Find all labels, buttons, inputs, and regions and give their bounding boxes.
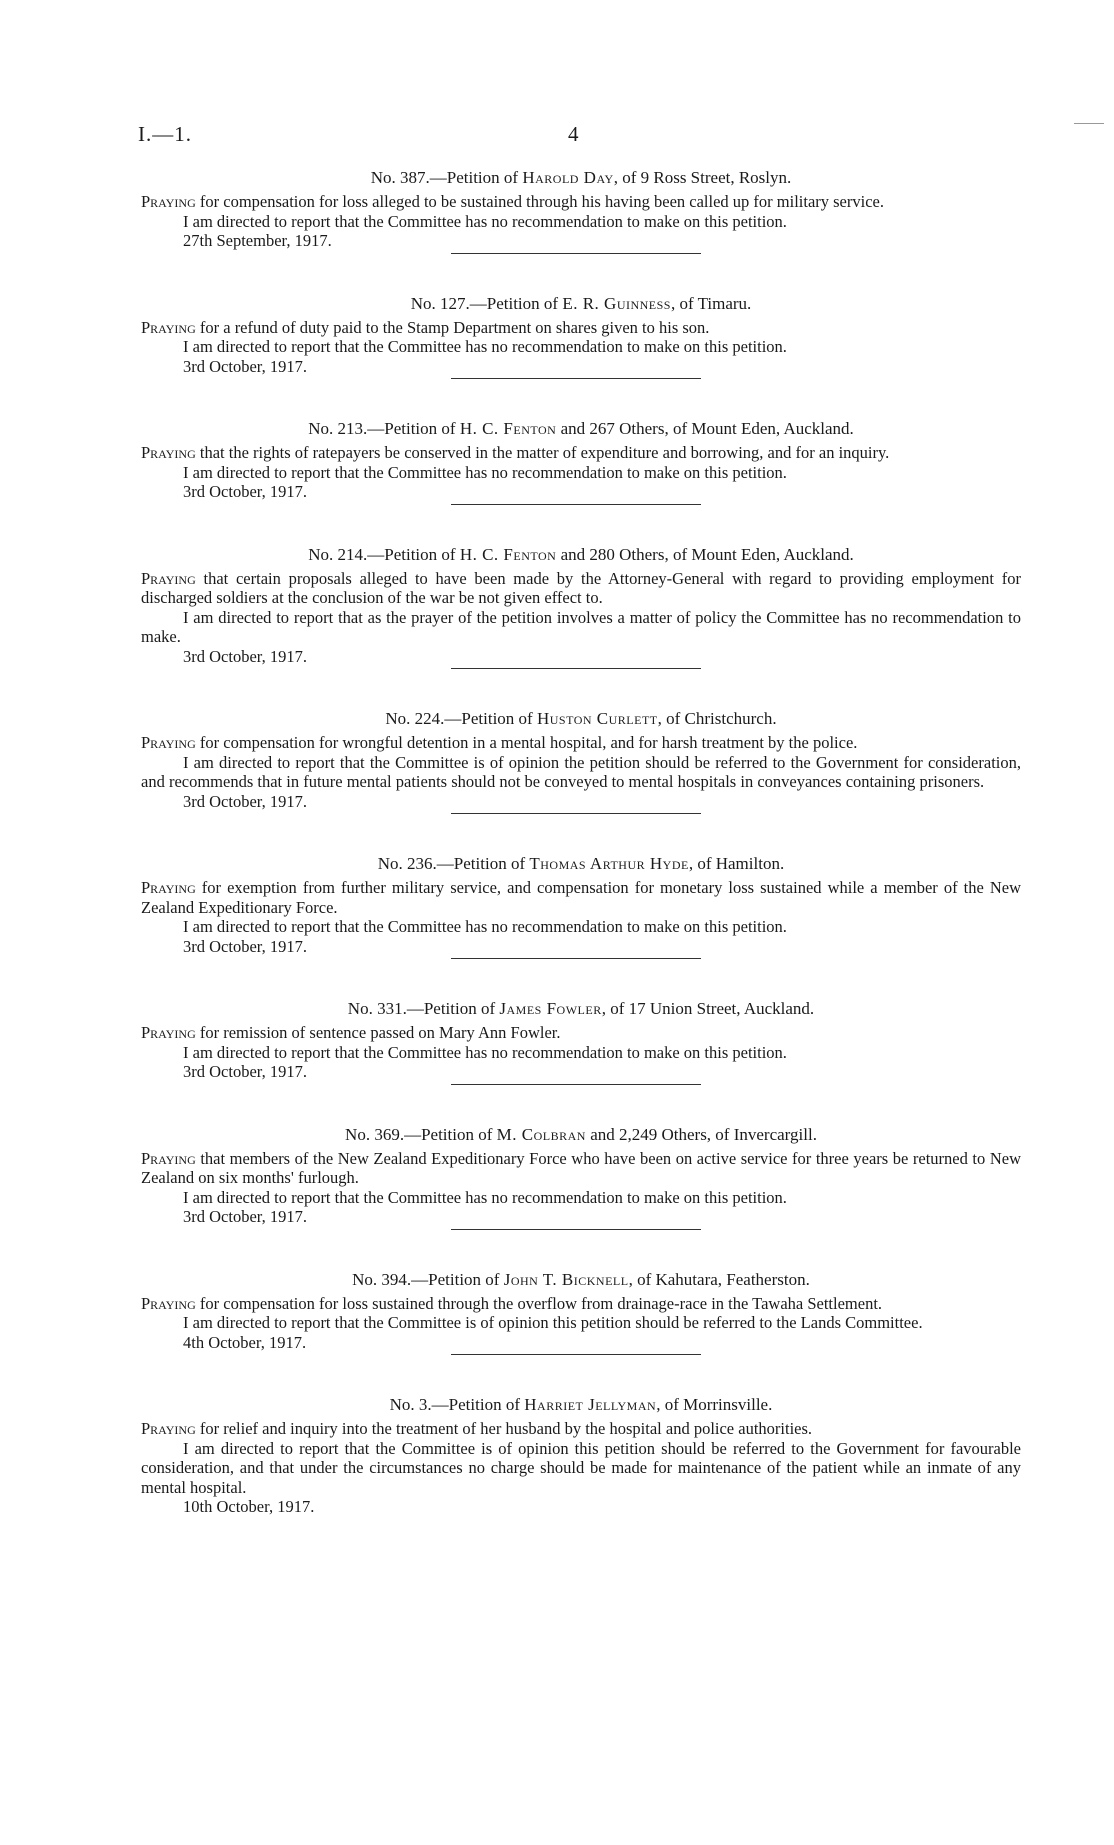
separator-rule xyxy=(451,253,701,254)
petitioner-name: John T. Bicknell xyxy=(503,1269,629,1289)
petition-entry xyxy=(141,545,1021,670)
petition-title: No. 394.—Petition of John T. Bicknell, of Kahutara, Featherston. xyxy=(352,1269,810,1289)
page-number: 4 xyxy=(568,122,579,146)
petitioner-name: Harold Day xyxy=(522,168,614,187)
petition-prayer: Praying for exemption from further military service, and compensation for monetary loss sustained while a member of the New Zealand Expeditionary Force. xyxy=(141,878,1021,917)
petition-prayer: Praying for compensation for wrongful detention in a mental hospital, and for harsh treatment by the police. xyxy=(141,733,858,752)
separator-rule xyxy=(451,668,701,669)
report-date: 3rd October, 1917. xyxy=(183,936,307,956)
committee-report: I am directed to report that the Committee is of opinion this petition should be referred to the Government for favourable consideration, and that under the circumstances no charge should be made for maintenance of the patient while an inmate of any mental hospital. xyxy=(141,1438,1021,1497)
petitioner-name: E. R. Guinness xyxy=(562,293,671,313)
petition-title: No. 213.—Petition of H. C. Fenton and 267 Others, of Mount Eden, Auckland. xyxy=(308,419,854,438)
committee-report: I am directed to report that as the prayer of the petition involves a matter of policy the Committee has no recommendation to make. xyxy=(141,607,1021,646)
petition-title: No. 387.—Petition of Harold Day, of 9 Ross Street, Roslyn. xyxy=(370,168,792,187)
petition-entry xyxy=(141,1125,1021,1230)
committee-report: I am directed to report that the Committee has no recommendation to make on this petition. xyxy=(183,337,787,356)
petitioner-name: Thomas Arthur Hyde xyxy=(529,854,689,873)
report-date: 3rd October, 1917. xyxy=(183,356,307,376)
petition-prayer: Praying for compensation for loss alleged to be sustained through his having been called up for military service. xyxy=(141,192,884,211)
petitioner-name: Harriet Jellyman xyxy=(524,1395,657,1414)
separator-rule xyxy=(451,958,701,959)
petition-entry xyxy=(141,709,1021,814)
report-date: 4th October, 1917. xyxy=(183,1332,307,1352)
petition-title: No. 369.—Petition of M. Colbran and 2,249 Others, of Invercargill. xyxy=(345,1124,817,1144)
committee-report: I am directed to report that the Committee has no recommendation to make on this petition. xyxy=(183,917,787,936)
petition-prayer: Praying for compensation for loss sustained through the overflow from drainage-race in the Tawaha Settlement. xyxy=(141,1293,883,1313)
petition-entry xyxy=(141,419,1021,505)
report-date: 3rd October, 1917. xyxy=(183,1062,307,1081)
petition-prayer: Praying for relief and inquiry into the treatment of her husband by the hospital and police authorities. xyxy=(141,1419,813,1438)
petitioner-name: M. Colbran xyxy=(496,1124,586,1144)
separator-rule xyxy=(451,1084,701,1085)
report-date: 27th September, 1917. xyxy=(183,231,332,250)
petition-entry xyxy=(141,999,1021,1085)
petitioner-name: Huston Curlett xyxy=(536,709,658,728)
separator-rule xyxy=(451,378,701,379)
petition-title: No. 331.—Petition of James Fowler, of 17 Union Street, Auckland. xyxy=(347,999,815,1018)
petition-entry xyxy=(141,294,1021,380)
petition-prayer: Praying for a refund of duty paid to the Stamp Department on shares given to his son. xyxy=(141,317,710,337)
committee-report: I am directed to report that the Committee is of opinion this petition should be referred to the Lands Committee. xyxy=(183,1313,923,1332)
petition-list xyxy=(141,168,1021,1517)
report-date: 3rd October, 1917. xyxy=(183,791,307,811)
petition-entry xyxy=(141,1270,1021,1356)
petition-prayer: Praying for remission of sentence passed on Mary Ann Fowler. xyxy=(141,1023,561,1042)
report-date: 3rd October, 1917. xyxy=(183,482,307,501)
committee-report: I am directed to report that the Committee has no recommendation to make on this petition. xyxy=(183,1187,787,1207)
page-header xyxy=(138,122,976,152)
report-date: 3rd October, 1917. xyxy=(183,646,307,666)
petition-prayer: Praying that certain proposals alleged to have been made by the Attorney-General with regard to providing employment for discharged soldiers at the conclusion of the war be not given effect to. xyxy=(141,568,1021,607)
report-date: 3rd October, 1917. xyxy=(183,1207,307,1226)
petition-title: No. 214.—Petition of H. C. Fenton and 280 Others, of Mount Eden, Auckland. xyxy=(308,544,854,564)
margin-mark xyxy=(1074,123,1104,124)
separator-rule xyxy=(451,1354,701,1355)
petition-title: No. 3.—Petition of Harriet Jellyman, of Morrinsville. xyxy=(389,1395,773,1414)
committee-report: I am directed to report that the Committee has no recommendation to make on this petition. xyxy=(183,211,787,231)
petition-prayer: Praying that the rights of ratepayers be conserved in the matter of expenditure and borrowing, and for an inquiry. xyxy=(141,443,890,462)
report-date: 10th October, 1917. xyxy=(183,1497,315,1516)
petitioner-name: H. C. Fenton xyxy=(459,419,557,438)
petition-title: No. 127.—Petition of E. R. Guinness, of Timaru. xyxy=(410,293,752,313)
committee-report: I am directed to report that the Committee has no recommendation to make on this petition. xyxy=(183,462,787,482)
page-reference: I.—1. xyxy=(138,122,192,146)
petition-entry xyxy=(141,1395,1021,1517)
separator-rule xyxy=(451,1229,701,1230)
petition-prayer: Praying that members of the New Zealand Expeditionary Force who have been on active service for three years be returned to New Zealand on six months' furlough. xyxy=(141,1148,1021,1187)
petitioner-name: H. C. Fenton xyxy=(459,544,557,564)
petitioner-name: James Fowler xyxy=(499,999,602,1018)
separator-rule xyxy=(451,813,701,814)
separator-rule xyxy=(451,504,701,505)
petition-title: No. 236.—Petition of Thomas Arthur Hyde, of Hamilton. xyxy=(377,854,785,873)
petition-entry xyxy=(141,854,1021,959)
committee-report: I am directed to report that the Committee has no recommendation to make on this petition. xyxy=(183,1042,787,1062)
petition-title: No. 224.—Petition of Huston Curlett, of Christchurch. xyxy=(385,709,777,728)
petition-entry xyxy=(141,168,1021,254)
committee-report: I am directed to report that the Committee is of opinion the petition should be referred to the Government for consideration, and recommends that in future mental patients should not be conveyed to mental hospitals in conveyances containing prisoners. xyxy=(141,752,1021,791)
